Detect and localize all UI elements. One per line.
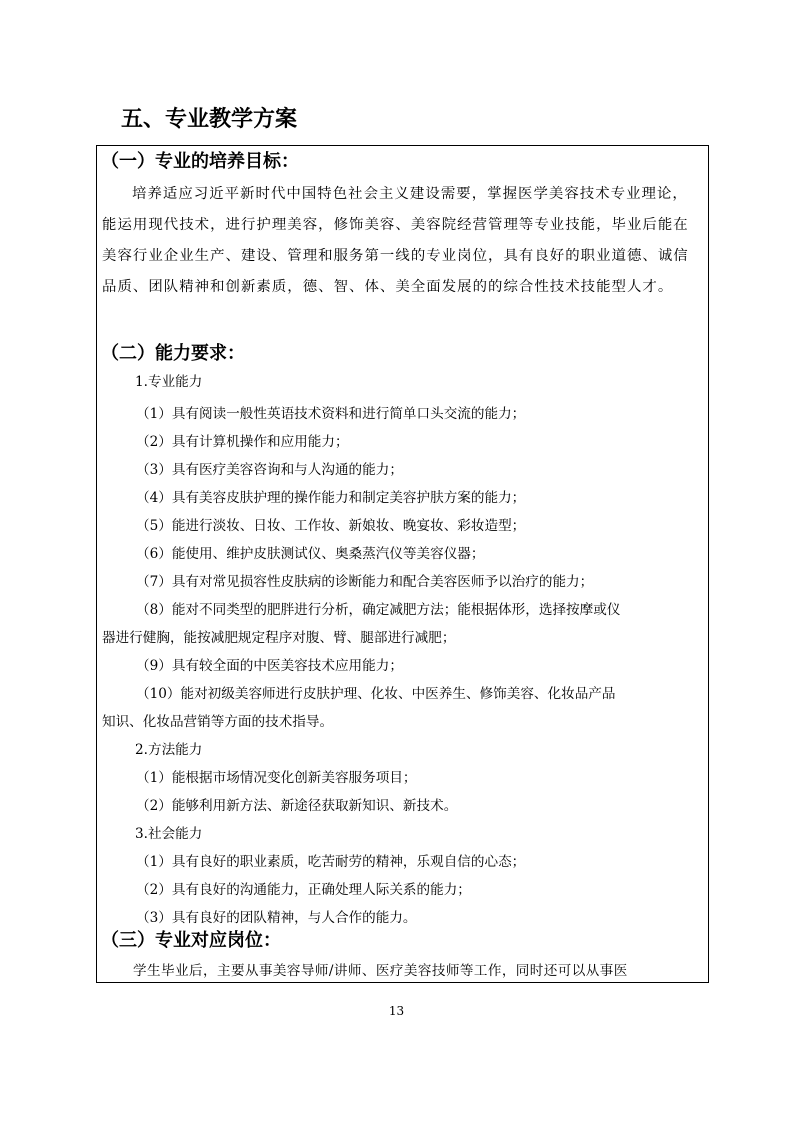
social-item-2: （2）具有良好的沟通能力，正确处理人际关系的能力； [136,882,471,898]
professional-item-10-continued: 知识、化妆品营销等方面的技术指导。 [102,714,334,730]
professional-item-5: （5）能进行淡妆、日妆、工作妆、新娘妆、晚宴妆、彩妆造型； [136,518,526,534]
ability-heading: （二）能力要求： [101,343,245,364]
goals-heading: （一）专业的培养目标： [101,151,299,172]
professional-item-9: （9）具有较全面的中医美容技术应用能力； [136,658,403,674]
professional-item-3: （3）具有医疗美容咨询和与人沟通的能力； [136,462,403,478]
method-item-2: （2）能够利用新方法、新途径获取新知识、新技术。 [136,798,458,814]
professional-item-4: （4）具有美容皮肤护理的操作能力和制定美容护肤方案的能力； [136,490,526,506]
positions-paragraph: 学生毕业后，主要从事美容导师/讲师、医疗美容技师等工作，同时还可以从事医 [133,963,628,979]
social-item-3: （3）具有良好的团队精神，与人合作的能力。 [136,910,417,926]
method-ability-title: 2.方法能力 [135,742,203,758]
professional-item-8-continued: 器进行健胸，能按减肥规定程序对腹、臂、腿部进行减肥； [102,630,456,646]
professional-item-8: （8）能对不同类型的肥胖进行分析，确定减肥方法；能根据体形，选择按摩或仪 [136,602,621,618]
professional-item-6: （6）能使用、维护皮肤测试仪、奥桑蒸汽仪等美容仪器； [136,546,485,562]
social-ability-title: 3.社会能力 [135,826,203,842]
goals-paragraph: 培养适应习近平新时代中国特色社会主义建设需要，掌握医学美容技术专业理论，能运用现代技术，进行护理美容，修饰美容、美容院经营管理等专业技能，毕业后能在美容行业企业生产、建设、管理和服务第一线的专业岗位，具有良好的职业道德、诚信品质、团队精神和创新素质，德、智、体、美全面发展的的综合性技术技能型人才。 [102,186,689,295]
professional-item-10: （10）能对初级美容师进行皮肤护理、化妆、中医养生、修饰美容、化妆品产品 [136,686,616,702]
social-item-1: （1）具有良好的职业素质，吃苦耐劳的精神，乐观自信的心态； [136,854,526,870]
professional-item-1: （1）具有阅读一般性英语技术资料和进行简单口头交流的能力； [136,406,526,422]
method-item-1: （1）能根据市场情况变化创新美容服务项目； [136,770,417,786]
positions-heading: （三）专业对应岗位： [101,930,281,951]
section-title: 五、专业教学方案 [121,107,298,132]
page-number: 13 [388,1004,405,1018]
professional-item-7: （7）具有对常见损容性皮肤病的诊断能力和配合美容医师予以治疗的能力； [136,574,594,590]
professional-item-2: （2）具有计算机操作和应用能力； [136,434,349,450]
professional-ability-title: 1.专业能力 [135,374,203,390]
